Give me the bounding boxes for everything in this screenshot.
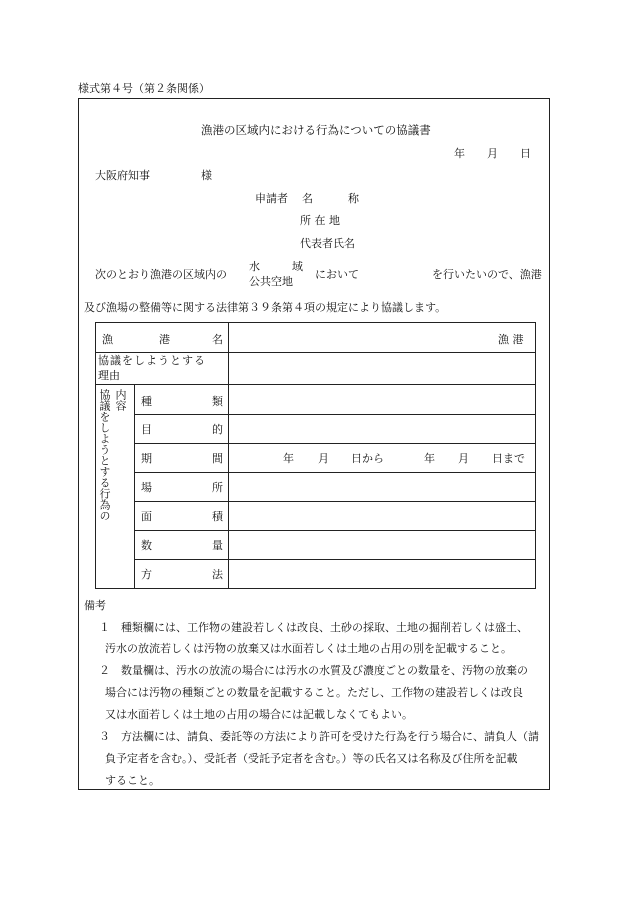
remarks-note: 負予定者を含む。）、受託者（受託予定者を含む。）等の氏名又は名称及び住所を記載 <box>105 752 518 765</box>
reason-label-line2: 理由 <box>98 369 120 382</box>
remarks-note: ２ 数量欄は、汚水の放流の場合には汚水の水質及び濃度ごとの数量を、汚物の放棄の <box>99 664 528 677</box>
remarks-note: すること。 <box>105 774 160 787</box>
period-day-to: 日まで <box>492 452 525 465</box>
port-value: 漁 港 <box>498 333 524 346</box>
period-month-to: 月 <box>458 452 469 465</box>
row-place-a: 場 <box>141 481 152 494</box>
remarks-note: 又は水面若しくは土地の占用の場合には記載しなくてもよい。 <box>105 708 413 721</box>
port-label-a: 漁 <box>102 333 113 346</box>
intro-option-top-a: 水 <box>249 260 260 273</box>
row-method-a: 方 <box>141 568 152 581</box>
row-place-b: 所 <box>212 481 223 494</box>
intro-prefix: 次のとおり漁港の区域内の <box>95 268 227 281</box>
row-area-a: 面 <box>141 510 152 523</box>
row-type-b: 類 <box>212 395 223 408</box>
applicant-label: 申請者 <box>255 192 288 205</box>
intro-middle: において <box>315 268 359 281</box>
applicant-name-b: 称 <box>348 192 359 205</box>
remarks-note: 汚水の放流若しくは汚物の放棄又は水面若しくは土地の占用の別を記載すること。 <box>105 642 512 655</box>
addressee: 大阪府知事 <box>95 169 150 182</box>
date-month: 月 <box>487 147 498 160</box>
period-year-to: 年 <box>424 452 435 465</box>
remarks-note: ３ 方法欄には、請負、委託等の方法により許可を受けた行為を行う場合に、請負人（請 <box>99 730 539 743</box>
group-label-col2: 内容 <box>114 389 127 411</box>
applicant-address: 所 在 地 <box>300 214 340 227</box>
group-label-col1: 協議をしようとする行為の <box>98 389 111 521</box>
remarks-note: 場合には汚物の種類ごとの数量を記載すること。ただし、工作物の建設若しくは改良 <box>105 686 523 699</box>
row-period-a: 期 <box>141 452 152 465</box>
intro-line2: 及び漁場の整備等に関する法律第３９条第４項の規定により協議します。 <box>84 301 447 314</box>
row-quantity-a: 数 <box>141 539 152 552</box>
date-day: 日 <box>520 147 531 160</box>
row-period-b: 間 <box>212 452 223 465</box>
row-purpose-b: 的 <box>212 423 223 436</box>
honorific: 様 <box>201 169 212 182</box>
applicant-representative: 代表者氏名 <box>300 237 355 250</box>
intro-suffix: を行いたいので、漁港 <box>432 268 542 281</box>
period-day-from: 日から <box>351 452 384 465</box>
port-label-b: 港 <box>159 333 170 346</box>
form-title: 漁港の区域内における行為についての協議書 <box>201 123 431 137</box>
applicant-name-a: 名 <box>302 192 313 205</box>
remarks-note: １ 種類欄には、工作物の建設若しくは改良、土砂の採取、土地の掘削若しくは盛土、 <box>99 621 528 634</box>
period-year-from: 年 <box>283 452 294 465</box>
date-year: 年 <box>454 147 465 160</box>
reason-label-line1: 協議をしようとする <box>98 354 206 367</box>
row-quantity-b: 量 <box>212 539 223 552</box>
reason-label <box>98 353 226 383</box>
port-label-c: 名 <box>212 333 223 346</box>
intro-option-bottom: 公共空地 <box>249 275 293 288</box>
form-label: 様式第４号（第２条関係） <box>78 82 210 95</box>
row-area-b: 積 <box>212 510 223 523</box>
intro-option-top-b: 域 <box>292 260 303 273</box>
remarks-heading: 備考 <box>84 599 106 612</box>
period-month-from: 月 <box>318 452 329 465</box>
row-purpose-a: 目 <box>141 423 152 436</box>
row-type-a: 種 <box>141 395 152 408</box>
row-method-b: 法 <box>212 568 223 581</box>
